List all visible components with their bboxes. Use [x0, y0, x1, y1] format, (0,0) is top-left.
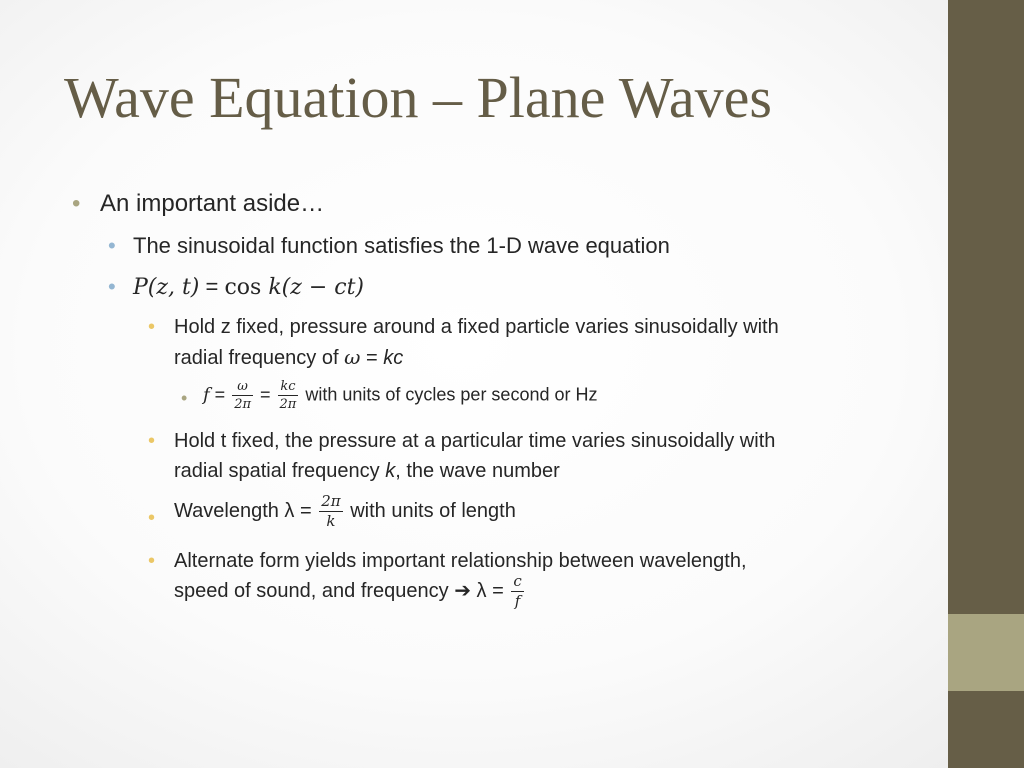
- pressure-equation: [133, 274, 364, 300]
- fraction-denominator: k: [326, 512, 336, 530]
- equation-equals: =: [199, 274, 225, 299]
- fraction-omega-over-2pi: [232, 380, 253, 411]
- hold-z-line1: Hold z fixed, pressure around a fixed particle varies sinusoidally with: [174, 316, 779, 338]
- wavelength-prefix: Wavelength λ =: [174, 499, 318, 522]
- bullet-marker: •: [72, 190, 81, 217]
- frequency-formula: [203, 380, 597, 411]
- equation-cos: cos: [224, 275, 269, 300]
- bullet-marker: •: [108, 274, 116, 299]
- fraction-c-over-f: [511, 574, 523, 609]
- equation-rhs: k(z − ct): [268, 275, 364, 300]
- bullet-marker: •: [148, 430, 156, 452]
- hold-t-line2-prefix: radial spatial frequency: [174, 460, 386, 482]
- alternate-line2-prefix: speed of sound, and frequency: [174, 579, 455, 602]
- bullet-marker: •: [108, 233, 116, 258]
- hold-t-line2: [174, 456, 560, 486]
- hold-z-line2-prefix: radial frequency of: [174, 347, 345, 369]
- bullet-marker: •: [148, 316, 156, 338]
- freq-equals-2: =: [255, 384, 276, 405]
- bullet-aside-text: An important aside…: [100, 190, 325, 217]
- alternate-line2: [174, 574, 526, 609]
- fraction-denominator: f: [514, 592, 521, 610]
- fraction-denominator: 2π: [279, 397, 297, 412]
- fraction-numerator: kc: [278, 380, 299, 396]
- alternate-line2-mid: λ =: [470, 579, 510, 602]
- hold-t-line1: Hold t fixed, the pressure at a particular time varies sinusoidally with: [174, 430, 776, 452]
- frequency-units-text: with units of cycles per second or Hz: [300, 384, 598, 405]
- wavelength-suffix: with units of length: [344, 499, 516, 522]
- bullet-marker: •: [148, 550, 156, 572]
- alternate-line1: Alternate form yields important relationship between wavelength,: [174, 550, 747, 572]
- fraction-denominator: 2π: [234, 397, 252, 412]
- kc-symbol: kc: [383, 347, 404, 369]
- fraction-numerator: ω: [232, 380, 253, 396]
- hold-z-equals: =: [360, 347, 384, 369]
- right-arrow-icon: ➔: [454, 577, 471, 602]
- hold-z-line2: [174, 342, 403, 373]
- bullet-sinusoidal-text: The sinusoidal function satisfies the 1-D wave equation: [133, 233, 670, 258]
- fraction-numerator: 2π: [321, 492, 341, 510]
- omega-symbol: ω: [344, 345, 361, 369]
- bullet-marker: •: [148, 507, 156, 529]
- bullet-marker: •: [181, 388, 188, 408]
- fraction-kc-over-2pi: [278, 380, 299, 411]
- sidebar-accent-block: [948, 614, 1024, 691]
- f-symbol: f: [203, 384, 210, 406]
- fraction-numerator: c: [513, 572, 522, 590]
- k-symbol: k: [385, 460, 396, 482]
- wavelength-formula: [174, 494, 516, 529]
- slide-title: Wave Equation – Plane Waves: [64, 65, 772, 130]
- fraction-2pi-over-k: [319, 494, 342, 529]
- hold-t-line2-suffix: , the wave number: [395, 460, 560, 482]
- freq-equals-1: =: [209, 384, 231, 405]
- equation-lhs: P(z, t): [133, 275, 200, 300]
